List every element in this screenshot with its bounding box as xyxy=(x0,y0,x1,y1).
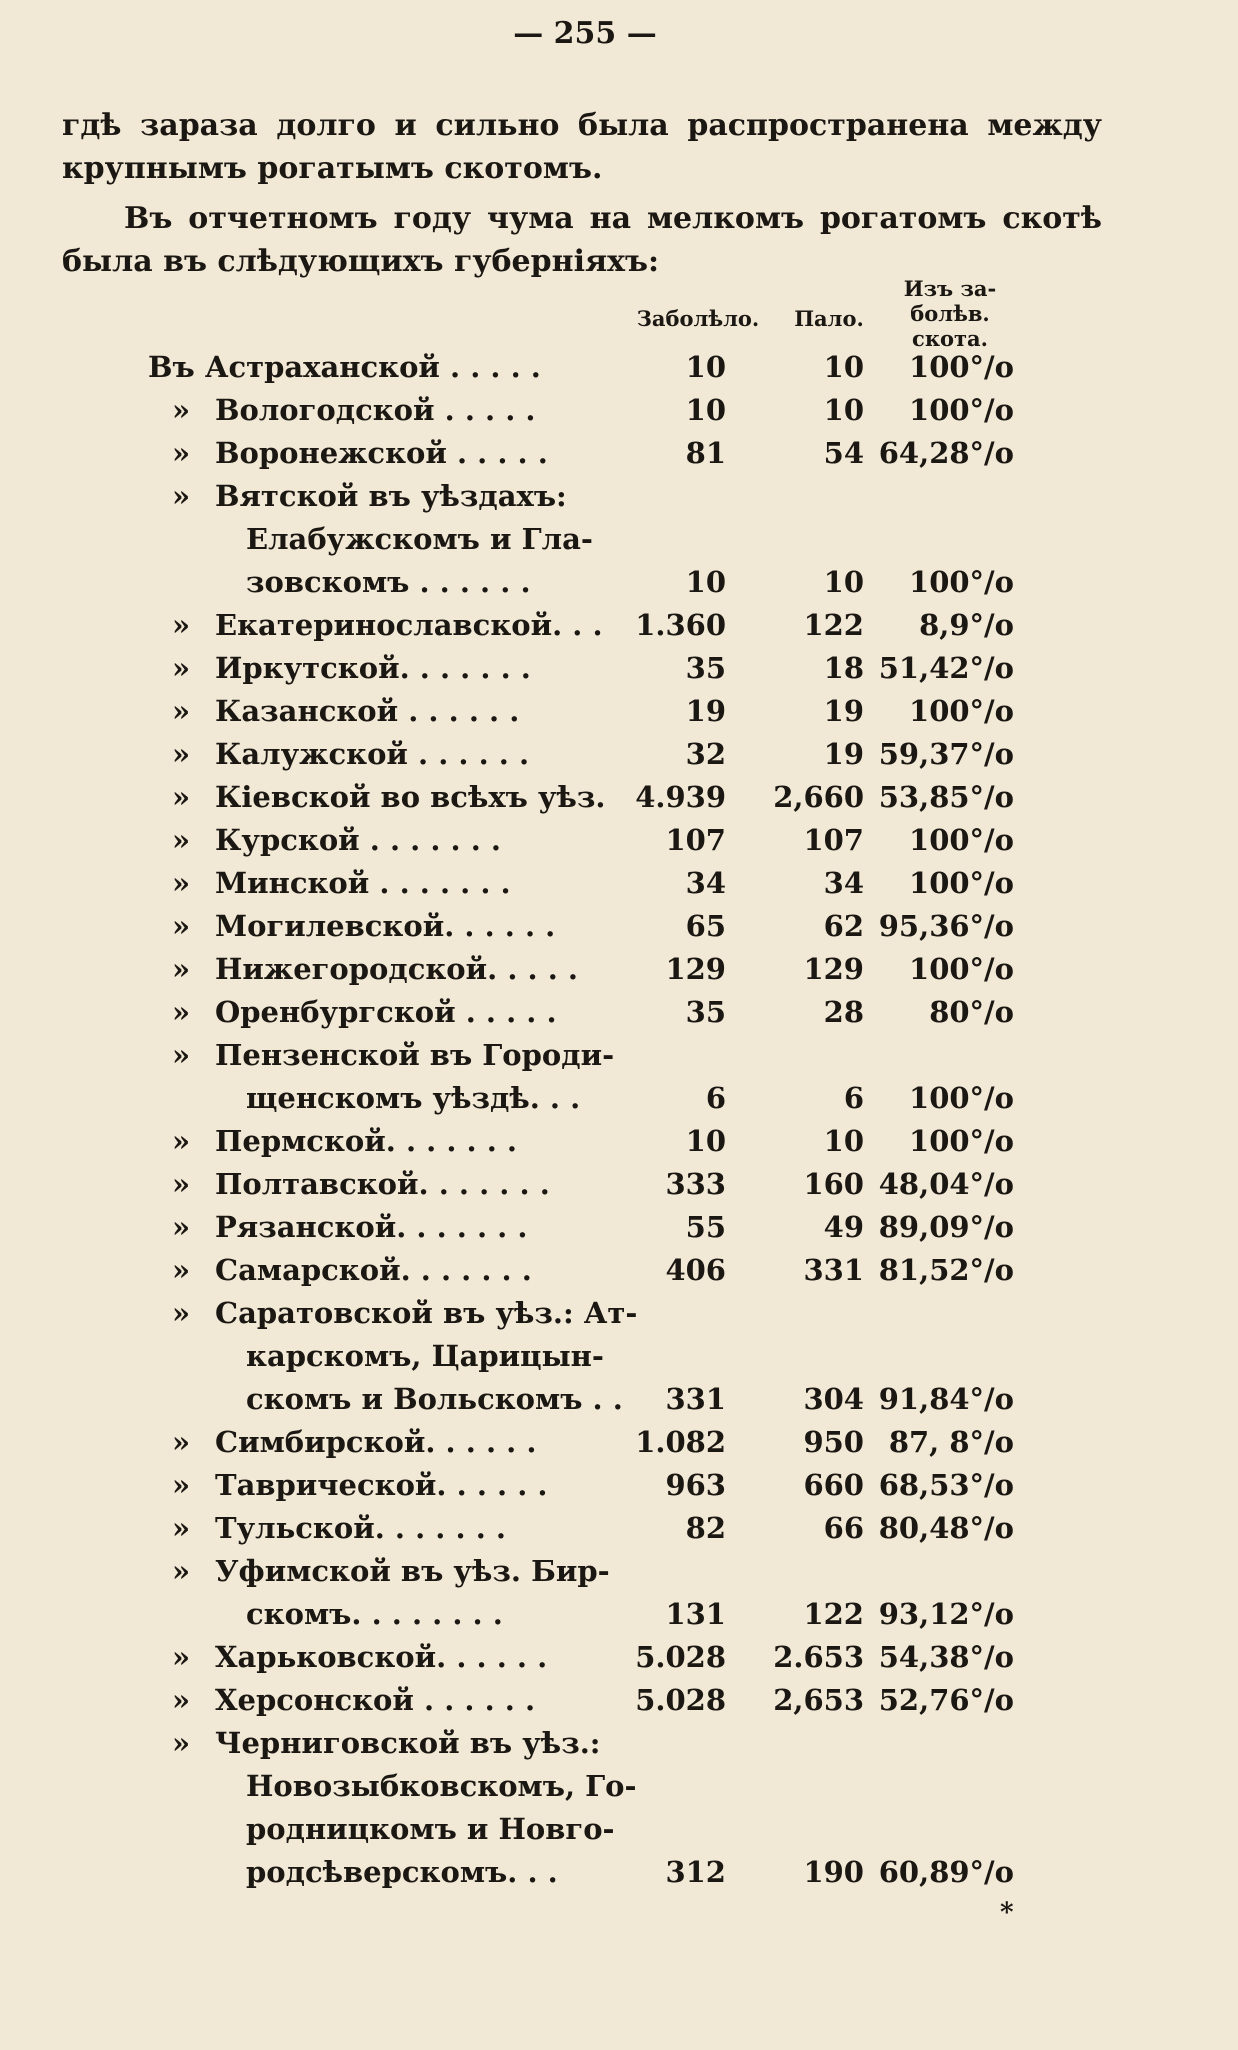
province-name: Оренбургской . . . . . xyxy=(215,995,557,1029)
table-intro-paragraph: Въ отчетномъ году чума на мелкомъ рогатомъ скотѣ была въ слѣдующихъ губерніяхъ: xyxy=(62,201,1102,279)
dead-count: 10 xyxy=(823,1124,864,1158)
percent-value: 87, 8°/o xyxy=(888,1425,1014,1459)
province-name: Пермской. . . . . . . xyxy=(215,1124,518,1158)
sick-count: 963 xyxy=(665,1468,726,1502)
percent-value: 100°/o xyxy=(909,1081,1014,1115)
column-header-dead: Пало. xyxy=(794,306,864,331)
ditto-mark: » xyxy=(171,1038,191,1072)
percent-value: 81,52°/o xyxy=(878,1253,1014,1287)
sick-count: 35 xyxy=(685,995,726,1029)
province-name: Херсонской . . . . . . xyxy=(215,1683,536,1717)
percent-value: 51,42°/o xyxy=(878,651,1014,685)
column-header-percent-line: скота. xyxy=(912,326,988,351)
percent-value: 48,04°/o xyxy=(878,1167,1014,1201)
province-name: Симбирской. . . . . . xyxy=(215,1425,537,1459)
sick-count: 129 xyxy=(665,952,726,986)
province-name: Минской . . . . . . . xyxy=(215,866,511,900)
province-name-continued: родсѣверскомъ. . . xyxy=(246,1855,558,1889)
sick-count: 6 xyxy=(705,1081,726,1115)
sick-count: 10 xyxy=(685,350,726,384)
sick-count: 55 xyxy=(685,1210,726,1244)
ditto-mark: » xyxy=(171,393,191,427)
dead-count: 34 xyxy=(823,866,864,900)
province-name: Полтавской. . . . . . . xyxy=(215,1167,550,1201)
percent-value: 93,12°/o xyxy=(878,1597,1014,1631)
sick-count: 312 xyxy=(665,1855,726,1889)
province-name-continued: зовскомъ . . . . . . xyxy=(246,565,531,599)
dead-count: 10 xyxy=(823,565,864,599)
ditto-mark: » xyxy=(171,1296,191,1330)
percent-value: 100°/o xyxy=(909,393,1014,427)
percent-value: 60,89°/o xyxy=(878,1855,1014,1889)
page-number: — 255 — xyxy=(513,16,657,51)
dead-count: 6 xyxy=(843,1081,864,1115)
province-name: Черниговской въ уѣз.: xyxy=(215,1726,601,1760)
ditto-mark: » xyxy=(171,1210,191,1244)
percent-value: 68,53°/o xyxy=(878,1468,1014,1502)
dead-count: 950 xyxy=(803,1425,864,1459)
sick-count: 331 xyxy=(665,1382,726,1416)
sick-count: 10 xyxy=(685,393,726,427)
province-name: Могилевской. . . . . . xyxy=(215,909,556,943)
dead-count: 304 xyxy=(803,1382,864,1416)
sick-count: 1.082 xyxy=(635,1425,726,1459)
percent-value: 52,76°/o xyxy=(878,1683,1014,1717)
province-name: Кіевской во всѣхъ уѣз. xyxy=(215,780,606,814)
ditto-mark: » xyxy=(171,1124,191,1158)
ditto-mark: » xyxy=(171,1726,191,1760)
dead-count: 122 xyxy=(803,1597,864,1631)
province-name-continued: щенскомъ уѣздѣ. . . xyxy=(246,1081,581,1115)
percent-value: 80°/o xyxy=(929,995,1014,1029)
province-name-continued: скомъ и Вольскомъ . . xyxy=(246,1382,623,1416)
province-name: Калужской . . . . . . xyxy=(215,737,530,771)
province-name-continued: родницкомъ и Новго- xyxy=(246,1812,615,1846)
sick-count: 1.360 xyxy=(635,608,726,642)
sick-count: 82 xyxy=(685,1511,726,1545)
province-name: Саратовской въ уѣз.: Ат- xyxy=(215,1296,638,1330)
percent-value: 100°/o xyxy=(909,952,1014,986)
province-name-continued: карскомъ, Царицын- xyxy=(246,1339,604,1373)
ditto-mark: » xyxy=(171,1425,191,1459)
column-header-percent-line: Изъ за- xyxy=(903,276,997,301)
sick-count: 131 xyxy=(665,1597,726,1631)
percent-value: 91,84°/o xyxy=(878,1382,1014,1416)
dead-count: 18 xyxy=(823,651,864,685)
column-header-percent xyxy=(884,276,1016,351)
dead-count: 66 xyxy=(823,1511,864,1545)
sick-count: 4.939 xyxy=(635,780,726,814)
ditto-mark: » xyxy=(171,823,191,857)
province-name: Рязанской. . . . . . . xyxy=(215,1210,528,1244)
percent-value: 100°/o xyxy=(909,565,1014,599)
ditto-mark: » xyxy=(171,479,191,513)
sick-count: 35 xyxy=(685,651,726,685)
dead-count: 10 xyxy=(823,393,864,427)
ditto-mark: » xyxy=(171,1640,191,1674)
column-header-sick: Заболѣло. xyxy=(636,306,760,331)
percent-value: 100°/o xyxy=(909,823,1014,857)
dead-count: 2,653 xyxy=(773,1683,864,1717)
percent-value: 80,48°/o xyxy=(878,1511,1014,1545)
sick-count: 333 xyxy=(665,1167,726,1201)
dead-count: 190 xyxy=(803,1855,864,1889)
sick-count: 10 xyxy=(685,565,726,599)
dead-count: 660 xyxy=(803,1468,864,1502)
percent-value: 100°/o xyxy=(909,1124,1014,1158)
ditto-mark: » xyxy=(171,651,191,685)
province-name: Въ Астраханской . . . . . xyxy=(148,350,541,384)
percent-value: 89,09°/o xyxy=(878,1210,1014,1244)
percent-value: 54,38°/o xyxy=(878,1640,1014,1674)
sick-count: 5.028 xyxy=(635,1683,726,1717)
province-name: Самарской. . . . . . . xyxy=(215,1253,532,1287)
percent-value: 100°/o xyxy=(909,694,1014,728)
dead-count: 62 xyxy=(823,909,864,943)
percent-value: 100°/o xyxy=(909,866,1014,900)
dead-count: 10 xyxy=(823,350,864,384)
province-name: Уфимской въ уѣз. Бир- xyxy=(215,1554,610,1588)
ditto-mark: » xyxy=(171,1253,191,1287)
province-name: Таврической. . . . . . xyxy=(215,1468,548,1502)
sick-count: 107 xyxy=(665,823,726,857)
dead-count: 122 xyxy=(803,608,864,642)
province-name: Вологодской . . . . . xyxy=(215,393,536,427)
dead-count: 160 xyxy=(803,1167,864,1201)
ditto-mark: » xyxy=(171,909,191,943)
ditto-mark: » xyxy=(171,436,191,470)
ditto-mark: » xyxy=(171,952,191,986)
ditto-mark: » xyxy=(171,1167,191,1201)
province-name: Екатеринославской. . . xyxy=(215,608,603,642)
dead-count: 54 xyxy=(823,436,864,470)
sick-count: 32 xyxy=(685,737,726,771)
ditto-mark: » xyxy=(171,608,191,642)
ditto-mark: » xyxy=(171,866,191,900)
dead-count: 19 xyxy=(823,737,864,771)
dead-count: 19 xyxy=(823,694,864,728)
province-name-continued: скомъ. . . . . . . . xyxy=(246,1597,503,1631)
footnote-mark: * xyxy=(1000,1898,1014,1928)
dead-count: 49 xyxy=(823,1210,864,1244)
province-name: Иркутской. . . . . . . xyxy=(215,651,531,685)
ditto-mark: » xyxy=(171,737,191,771)
ditto-mark: » xyxy=(171,694,191,728)
province-name: Тульской. . . . . . . xyxy=(215,1511,506,1545)
province-name-continued: Елабужскомъ и Гла- xyxy=(246,522,593,556)
province-name: Вятской въ уѣздахъ: xyxy=(215,479,567,513)
dead-count: 331 xyxy=(803,1253,864,1287)
province-name: Курской . . . . . . . xyxy=(215,823,502,857)
sick-count: 406 xyxy=(665,1253,726,1287)
percent-value: 53,85°/o xyxy=(878,780,1014,814)
dead-count: 107 xyxy=(803,823,864,857)
sick-count: 19 xyxy=(685,694,726,728)
sick-count: 34 xyxy=(685,866,726,900)
ditto-mark: » xyxy=(171,995,191,1029)
province-name: Харьковской. . . . . . xyxy=(215,1640,548,1674)
percent-value: 95,36°/o xyxy=(878,909,1014,943)
percent-value: 64,28°/o xyxy=(878,436,1014,470)
ditto-mark: » xyxy=(171,1468,191,1502)
province-name: Нижегородской. . . . . xyxy=(215,952,579,986)
ditto-mark: » xyxy=(171,1683,191,1717)
province-name: Пензенской въ Городи- xyxy=(215,1038,615,1072)
province-name-continued: Новозыбковскомъ, Го- xyxy=(246,1769,637,1803)
ditto-mark: » xyxy=(171,780,191,814)
province-name: Казанской . . . . . . xyxy=(215,694,520,728)
ditto-mark: » xyxy=(171,1554,191,1588)
dead-count: 129 xyxy=(803,952,864,986)
sick-count: 81 xyxy=(685,436,726,470)
percent-value: 8,9°/o xyxy=(919,608,1014,642)
province-name: Воронежской . . . . . xyxy=(215,436,548,470)
sick-count: 65 xyxy=(685,909,726,943)
percent-value: 100°/o xyxy=(909,350,1014,384)
sick-count: 10 xyxy=(685,1124,726,1158)
dead-count: 28 xyxy=(823,995,864,1029)
intro-paragraph: гдѣ зараза долго и сильно была распространена между крупнымъ рогатымъ скотомъ. xyxy=(62,108,1102,186)
sick-count: 5.028 xyxy=(635,1640,726,1674)
ditto-mark: » xyxy=(171,1511,191,1545)
dead-count: 2,660 xyxy=(773,780,864,814)
dead-count: 2.653 xyxy=(773,1640,864,1674)
column-header-percent-line: болѣв. xyxy=(910,301,990,326)
percent-value: 59,37°/o xyxy=(878,737,1014,771)
